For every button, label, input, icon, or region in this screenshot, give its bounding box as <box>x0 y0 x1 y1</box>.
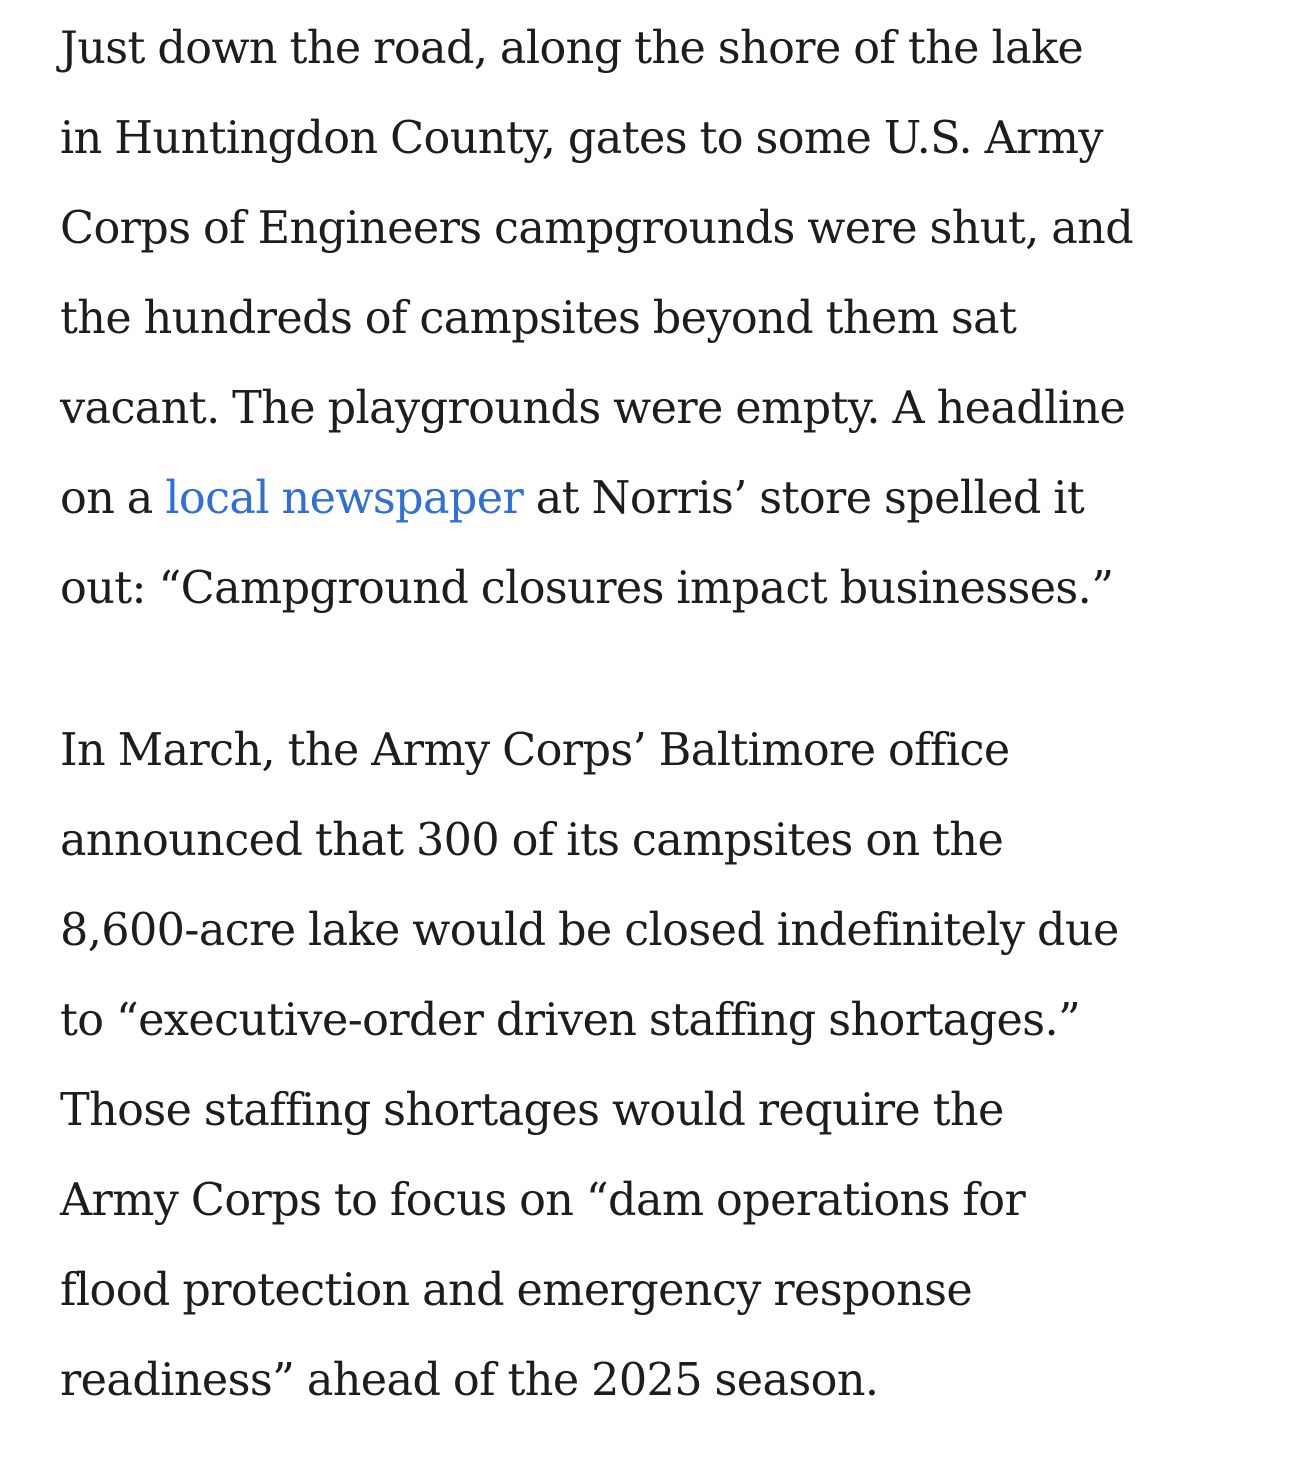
line-6-prefix: on a <box>60 473 166 524</box>
paragraph-1-line-4: the hundreds of campsites beyond them sat <box>60 293 1017 344</box>
paragraph-1-line-5: vacant. The playgrounds were empty. A headline <box>60 383 1126 434</box>
paragraph-1-line-6 <box>60 454 1260 544</box>
paragraph-2-line-8: readiness” ahead of the 2025 season. <box>60 1355 879 1406</box>
paragraph-2-line-5: Those staffing shortages would require the <box>60 1085 1004 1136</box>
paragraph-2-line-6: Army Corps to focus on “dam operations for <box>60 1175 1026 1226</box>
paragraph-1-line-3: Corps of Engineers campgrounds were shut, and <box>60 203 1134 254</box>
paragraph-1-line-7: out: “Campground closures impact businesses.” <box>60 563 1114 614</box>
article-body <box>60 0 1260 1426</box>
line-6-suffix: at Norris’ store spelled it <box>523 473 1085 524</box>
paragraph-1-line-2: in Huntingdon County, gates to some U.S. Army <box>60 113 1103 164</box>
paragraph-2-line-4: to “executive-order driven staffing shortages.” <box>60 995 1081 1046</box>
paragraph-1-line-1: Just down the road, along the shore of the lake <box>60 23 1084 74</box>
paragraph-1 <box>60 4 1260 634</box>
local-newspaper-link[interactable]: local newspaper <box>165 473 524 524</box>
paragraph-2-line-2: announced that 300 of its campsites on the <box>60 815 1004 866</box>
paragraph-2 <box>60 706 1260 1426</box>
paragraph-2-line-1: In March, the Army Corps’ Baltimore office <box>60 725 1010 776</box>
paragraph-2-line-3: 8,600-acre lake would be closed indefinitely due <box>60 905 1119 956</box>
paragraph-2-line-7: flood protection and emergency response <box>60 1265 973 1316</box>
